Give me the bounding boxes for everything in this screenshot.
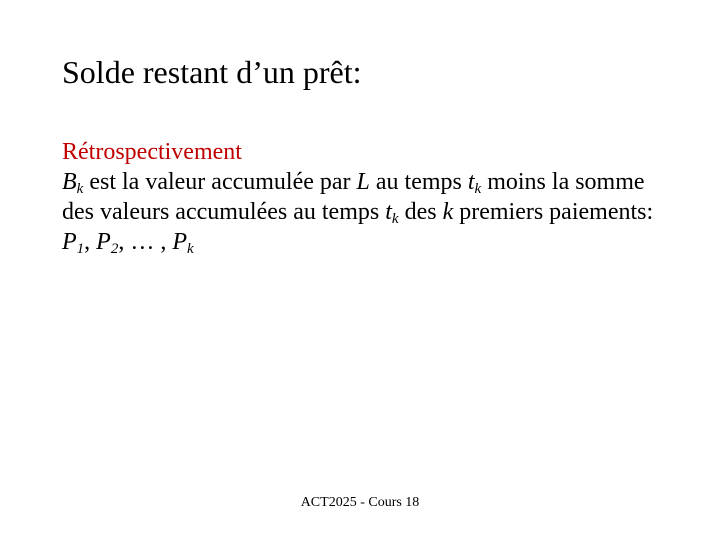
variable-P: P xyxy=(62,229,77,255)
body-text-segment: premiers paiements: xyxy=(453,199,654,225)
subscript-1: 1 xyxy=(76,241,85,257)
slide-title: Solde restant d’un prêt: xyxy=(62,54,362,90)
variable-L: L xyxy=(356,169,370,195)
variable-P: P xyxy=(172,229,188,255)
body-text-segment: des valeurs accumulées au temps xyxy=(62,199,386,225)
body-line-2 xyxy=(62,197,682,227)
subscript-k: k xyxy=(474,181,482,197)
slide-body xyxy=(62,137,682,257)
subscript-k: k xyxy=(187,241,194,257)
variable-t: t xyxy=(385,199,392,225)
subscript-k: k xyxy=(76,181,84,197)
body-text-segment: des xyxy=(398,199,443,225)
separator: , xyxy=(84,229,97,255)
variable-t: t xyxy=(467,169,475,195)
body-text-segment: au temps xyxy=(369,169,468,195)
slide-footer: ACT2025 - Cours 18 xyxy=(300,495,420,510)
subscript-2: 2 xyxy=(110,241,119,257)
variable-k: k xyxy=(442,199,454,225)
subscript-k: k xyxy=(391,211,399,227)
subheading-retrospectivement: Rétrospectivement xyxy=(62,139,242,165)
separator: , … , xyxy=(118,229,173,255)
body-text-segment: est la valeur accumulée par xyxy=(83,169,357,195)
variable-P: P xyxy=(96,229,111,255)
variable-B: B xyxy=(62,169,77,195)
body-line-1 xyxy=(62,167,682,197)
body-line-3 xyxy=(62,227,682,257)
body-text-segment: moins la somme xyxy=(481,169,645,195)
